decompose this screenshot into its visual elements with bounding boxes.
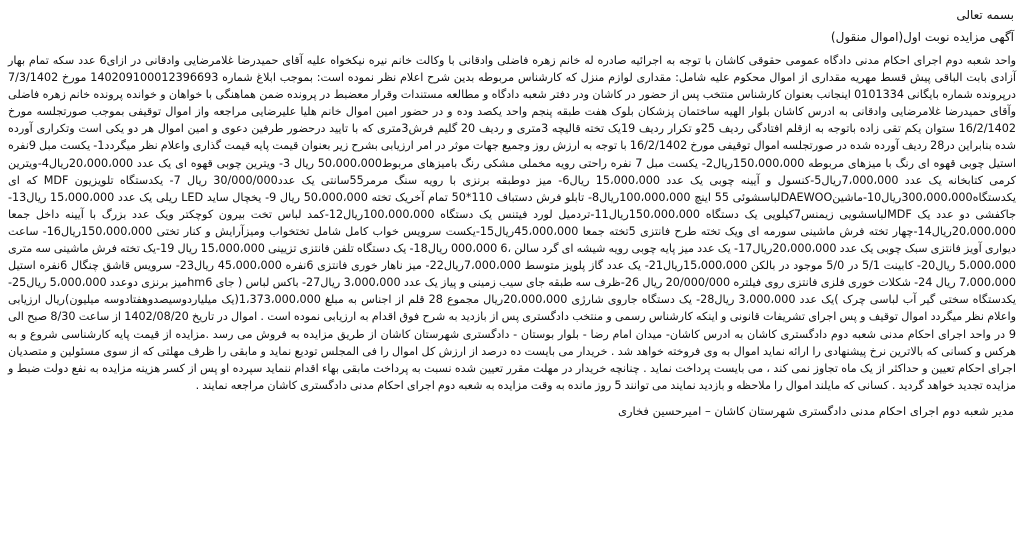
- notice-body: واحد شعبه دوم اجرای احکام مدنی دادگاه عمومی حقوقی کاشان با توجه به اجرائیه صادره له خانم زهره فاضلی وادقانی با وکالت خانم نیره نیکخواه علیه آقای حمیدرضا غلامرضایی وادقانی در ازای6 عدد سکه تمام بهار آزادی بابت الباقی پیش قسط مهریه مقداری از اموال محکوم علیه شامل: مقداری لوازم منزل که کارشناس مربوطه بدین شرح اعلام نظر نموده است: بموجب ابلاغ شماره 140209100012396693 مورخ 7/3/1402 درپرونده شماره بایگانی 0101334 اینجانب بعنوان کارشناس منتخب پس از حضور در کاشان ودر دفتر شعبه دادگاه و مطالعه مستندات وقرار معضبط در پرونده ضمن هماهنگی با خواهان و خوانده پرونده خانم زهره فاضلی وآقای حمیدرضا غلامرضایی وادقانی به ادرس کاشان بلوار الهیه ساختمان پزشکان بلوک هفت طبقه پنجم واحد یکصد وده و در حضور امین اموال خانم هلیا علیرضایی مراجعه واز اموال توقیفی بموجب صورتجلسه مورخ 16/2/1402 ستوان یکم تقی زاده باتوجه به ازقلم افتادگی ردیف 25و تکرار ردیف 19یک تخته قالیچه 3متری و ردیف 20 گلیم فرش3متری که با تایید درحضور طرفین دعوی و امین اموال هر دو یکی است وتکراری آورده شده بنابراین در28 ردیف آورده شده در صورتجلسه اموال توقیفی مورخ 16/2/1402 با توجه به ارزش روز وجمیع جهات موثر در امر ارزیابی بشرح زیر بعنوان قیمت پایه قیمت گذاری واعلام نظر میگردد1- یکست مبل 9نفره استیل چوبی قهوه ای رنگ با میزهای مربوطه 150،000،000ریال2- یکست مبل 7 نفره راحتی رویه مخملی مشکی رنگ بامیزهای مربوط50،000،000 ریال 3- ویترین چوبی قهوه ای یک عدد 20،000،000ریال4-ویترین کرمی کتابخانه یک عدد 7،000،000ریال5-کنسول و آیینه چوبی یک عدد 15،000،000 ریال6- میز دوطبقه برنزی با رویه سنگ مرمر55سانتی یک عدد30/000/000 ریال 7- یکدستگاه تلویزیون MDF که ای یکدستگاه300،000،000ریال10-ماشینDAEWOOلباسشوئی 55 اینچ 100،000،000ریال8- تابلو فرش دستباف 110*50 تمام آخریک تخته 50،000،000 ریال 9- یخچال ساید LED ریلی یک عدد 15،000،000 ریال13- جاکفشی دو عدد یک MDFلباسشویی زیمنس7کیلویی یک دستگاه 150،000،000ریال11-تردمیل لورد فیتنس یک دستگاه 100،000،000ریال12-کمد لباس تخت بیرون کوچکتر ویک عدد بزرگ با آیینه داخل جمعا 20،000،000ریال14-چهار تخته فرش ماشینی سورمه ای ویک تخته طرح فانتزی 5تخته جمعا 45،000،000ریال15-یکست سرویس خواب کامل شامل تختخواب ومیزآرایش و کنار تختی 150،000،000ریال16- ساعت دیواری آویز فانتزی سبک چوبی یک عدد 20،000،000ریال17- یک عدد میز پایه چوبی رویه شیشه ای گرد سالن ،6 000،000 ریال18- یک دستگاه تلفن فانتزی تزیینی 15،000،000 ریال 19-یک تخته فرش ماشینی سه متری 5،000،000 ریال20- کابینت 5/1 در 5/0 موجود در بالکن 15،000،000ریال21- یک عدد گاز پلویز متوسط 7،000،000ریال22- میز ناهار خوری فانتزی 6نفره 45،000،000 ریال23- سرویس قاشق چنگال 6نفره استیل 7،000،000 ریال 24- شکلات خوری فلزی فانتزی روی فیلتره 20/000/000 ریال 26-ظرف سه طبقه جای سیب زمینی و پیاز یک عدد 3،000،000 ریال27- باکس لباس ( جای hm6میز برنزی دوعدد 5،000،000 ریال25- یکدستگاه سختی گیر آب لباسی چرک )یک عدد 3،000،000 ریال28- یک دستگاه جاروی شارژی 20،000،000ریال مجموع 28 قلم از اجناس به مبلغ 1،373،000،000(یک میلیاردوسیصدوهفتادوسه میلیون)ریال ارزیابی واعلام نظر میگردد اموال توقیف و پس اجرای تشریفات قانونی و اینکه کارشناس رسمی و منتخب دادگستری پس از بازدید به شرح فوق اقدام به ارزیابی نموده است . اموال در تاریخ 1402/08/20 از ساعت 8/30 صبح الی 9 در واحد اجرای احکام مدنی شعبه دوم دادگستری کاشان به ادرس کاشان- میدان امام رضا - بلوار بوستان - دادگستری شهرستان کاشان از طریق مزایده به فروش می رسد .مزایده از قیمت پایه کارشناسی شروع و به هرکس و کسانی که بالاترین نرخ پیشنهادی را ارائه نماید اموال به وی فروخته خواهد شد . خریدار می بایست ده درصد از ارزش کل اموال را فی المجلس تودیع نماید و مابقی را ظرف مهلتی که از سوی مسئولین و متصدیان اجرای احکام تعیین و حداکثر از یک ماه تجاوز نمی کند ، می بایست پرداخت نماید . چنانچه خریدار در مهلت مقرر تعیین شده نسبت به پرداخت مابقی بهاء اقدام ننماید سپرده او پس از کسر هزینه مزایده به نفع دولت ضبط و مزایده تجدید خواهد گردید . کسانی که مایلند اموال را ملاحظه و بازدید نمایند می توانند 5 روز مانده به وقت مزایده به شعبه دوم اجرای احکام مدنی دادگستری کاشان مراجعه نمایند .: [8, 54, 1017, 392]
- notice-title: آگهی مزایده نوبت اول(اموال منقول): [830, 30, 1014, 44]
- signature-line: مدیر شعبه دوم اجرای احکام مدنی دادگستری شهرستان کاشان – امیرحسین فخاری: [617, 403, 1014, 418]
- bismillah-heading: بسمه تعالی: [956, 8, 1014, 22]
